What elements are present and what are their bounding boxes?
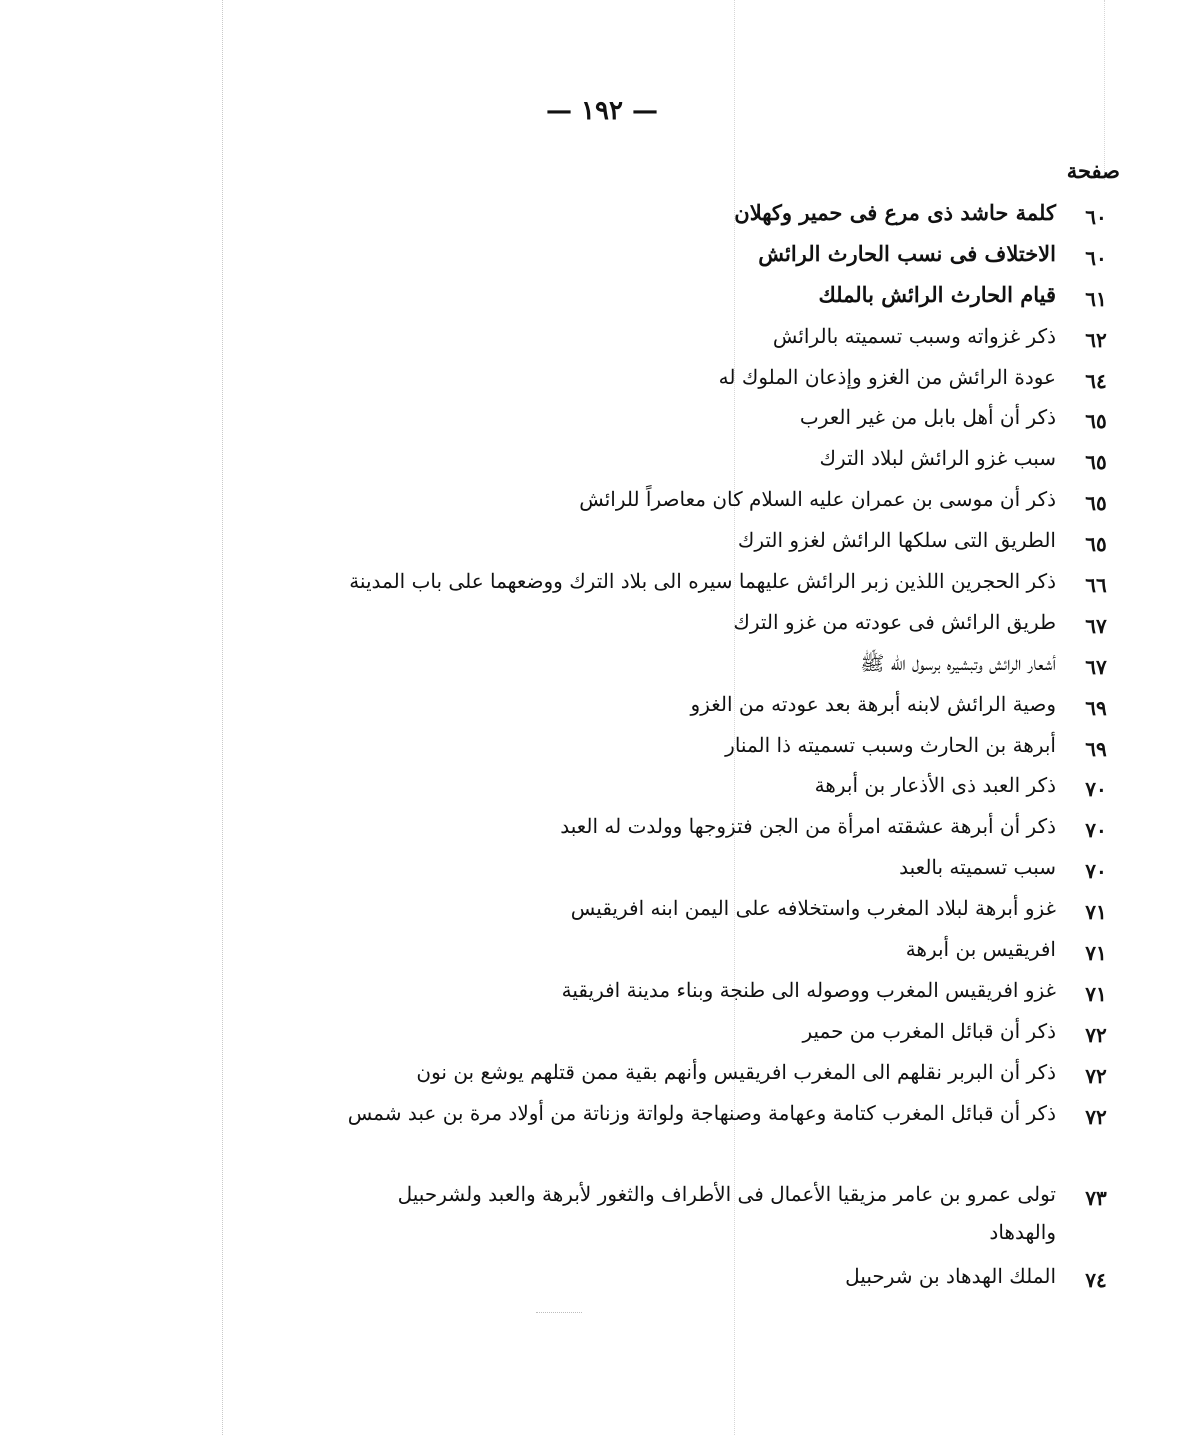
toc-page-number: ٧٠ bbox=[1085, 859, 1107, 884]
toc-entry bbox=[346, 726, 1126, 767]
toc-page-number: ٧٤ bbox=[1085, 1268, 1107, 1293]
toc-entry-title: ذكر أن أبرهة عشقته امرأة من الجن فتزوجها وولدت له العبد bbox=[560, 814, 1056, 839]
toc-entry-title: غزو افريقيس المغرب ووصوله الى طنجة وبناء مدينة افريقية bbox=[561, 977, 1056, 1002]
toc-entry-title: كلمة حاشد ذى مرع فى حمير وكهلان bbox=[734, 200, 1056, 225]
toc-entry-title: وصية الرائش لابنه أبرهة بعد عودته من الغزو bbox=[690, 691, 1056, 716]
toc-entry-title: أشعار الرائش وتبشيره برسول الله ﷺ bbox=[860, 650, 1056, 675]
toc-page-number: ٦٥ bbox=[1085, 409, 1107, 434]
toc-page-number: ٦٥ bbox=[1085, 532, 1107, 557]
scan-mark bbox=[536, 1312, 582, 1313]
toc-page-number: ٦٩ bbox=[1085, 695, 1107, 720]
toc-entry-title: سبب تسميته بالعبد bbox=[899, 855, 1056, 880]
toc-page-number: ٦٠ bbox=[1085, 205, 1107, 229]
toc-entry-title: ذكر الحجرين اللذين زبر الرائش عليهما سيره الى بلاد الترك ووضعهما على باب المدينة bbox=[349, 569, 1056, 594]
toc-entry-title: ذكر أن قبائل المغرب من حمير bbox=[802, 1018, 1056, 1043]
toc-entry-title: الاختلاف فى نسب الحارث الرائش bbox=[758, 240, 1056, 266]
toc-entry bbox=[346, 398, 1126, 439]
page-number-header: — ١٩٢ — bbox=[545, 96, 659, 126]
toc-entry bbox=[346, 685, 1126, 726]
toc-entry bbox=[346, 603, 1126, 644]
toc-entry bbox=[346, 889, 1126, 930]
toc-page-number: ٧١ bbox=[1085, 900, 1107, 925]
toc-page-number: ٧٢ bbox=[1085, 1022, 1107, 1047]
toc-entry bbox=[346, 766, 1126, 807]
toc-page-number: ٦٤ bbox=[1085, 368, 1107, 393]
toc-entry bbox=[346, 930, 1126, 971]
toc-entry-title: تولى عمرو بن عامر مزيقيا الأعمال فى الأطراف والثغور لأبرهة والعبد ولشرحبيل والهدهاد bbox=[397, 1182, 1056, 1245]
toc-page-number: ٦٧ bbox=[1085, 613, 1107, 638]
toc-entry-title: ذكر أن قبائل المغرب كتامة وعهامة وصنهاجة ولواتة وزناتة من أولاد مرة بن عبد شمس bbox=[347, 1100, 1056, 1125]
toc-page-number: ٦٦ bbox=[1085, 573, 1107, 598]
toc-entry-title: ذكر أن البربر نقلهم الى المغرب افريقيس وأنهم بقية ممن قتلهم يوشع بن نون bbox=[416, 1059, 1056, 1084]
toc-entry bbox=[346, 521, 1126, 562]
toc-entry bbox=[346, 1012, 1126, 1053]
toc-entry-title: عودة الرائش من الغزو وإذعان الملوك له bbox=[718, 364, 1056, 389]
toc-page-number: ٦٩ bbox=[1085, 736, 1107, 761]
toc-entry bbox=[346, 276, 1126, 317]
scan-fold-line-right bbox=[1104, 0, 1105, 180]
toc-page-number: ٦٥ bbox=[1085, 491, 1107, 516]
toc-page-number: ٧٣ bbox=[1085, 1186, 1107, 1211]
toc-entry-title: غزو أبرهة لبلاد المغرب واستخلافه على اليمن ابنه افريقيس bbox=[570, 896, 1056, 921]
toc-page-number: ٦٢ bbox=[1085, 327, 1107, 352]
toc-entry-title: سبب غزو الرائش لبلاد الترك bbox=[819, 446, 1056, 471]
toc-entry-title: ذكر أن أهل بابل من غير العرب bbox=[799, 405, 1056, 430]
scan-fold-line-left bbox=[222, 0, 223, 1435]
toc-page-number: ٦١ bbox=[1085, 286, 1107, 311]
toc-page-number: ٧٢ bbox=[1085, 1104, 1107, 1129]
toc-entry-title: أبرهة بن الحارث وسبب تسميته ذا المنار bbox=[725, 732, 1056, 757]
toc-entry-title: ذكر غزواته وسبب تسميته بالرائش bbox=[772, 323, 1056, 348]
toc-entry-title: الطريق التى سلكها الرائش لغزو الترك bbox=[737, 528, 1056, 553]
toc-page-number: ٦٧ bbox=[1085, 654, 1107, 679]
toc-page-number: ٧١ bbox=[1085, 941, 1107, 966]
page-column-label: صفحة bbox=[1066, 158, 1120, 183]
toc-entry-title: قيام الحارث الرائش بالملك bbox=[818, 281, 1056, 307]
toc-entry bbox=[346, 1094, 1126, 1176]
toc-entry bbox=[346, 1175, 1126, 1257]
toc-page-number: ٧٢ bbox=[1085, 1063, 1107, 1088]
toc-page-number: ٧٠ bbox=[1085, 818, 1107, 843]
table-of-contents bbox=[346, 194, 1126, 1298]
toc-entry bbox=[346, 848, 1126, 889]
toc-entry bbox=[346, 562, 1126, 603]
toc-entry bbox=[346, 1053, 1126, 1094]
toc-entry bbox=[346, 439, 1126, 480]
toc-entry-title: طريق الرائش فى عودته من غزو الترك bbox=[733, 609, 1056, 634]
toc-entry bbox=[346, 235, 1126, 276]
toc-entry bbox=[346, 644, 1126, 685]
toc-entry bbox=[346, 807, 1126, 848]
toc-entry-title: افريقيس بن أبرهة bbox=[905, 937, 1056, 962]
toc-entry-title: ذكر العبد ذى الأذعار بن أبرهة bbox=[814, 773, 1056, 798]
toc-page-number: ٧١ bbox=[1085, 981, 1107, 1006]
toc-page-number: ٦٥ bbox=[1085, 450, 1107, 475]
toc-entry bbox=[346, 480, 1126, 521]
toc-page-number: ٦٠ bbox=[1085, 245, 1107, 270]
toc-entry bbox=[346, 194, 1126, 235]
toc-entry-title: الملك الهدهاد بن شرحبيل bbox=[845, 1264, 1056, 1289]
toc-page-number: ٧٠ bbox=[1085, 777, 1107, 802]
toc-entry bbox=[346, 358, 1126, 399]
toc-entry bbox=[346, 317, 1126, 358]
toc-entry-title: ذكر أن موسى بن عمران عليه السلام كان معاصراً للرائش bbox=[579, 487, 1056, 512]
toc-entry bbox=[346, 1257, 1126, 1298]
toc-entry bbox=[346, 971, 1126, 1012]
